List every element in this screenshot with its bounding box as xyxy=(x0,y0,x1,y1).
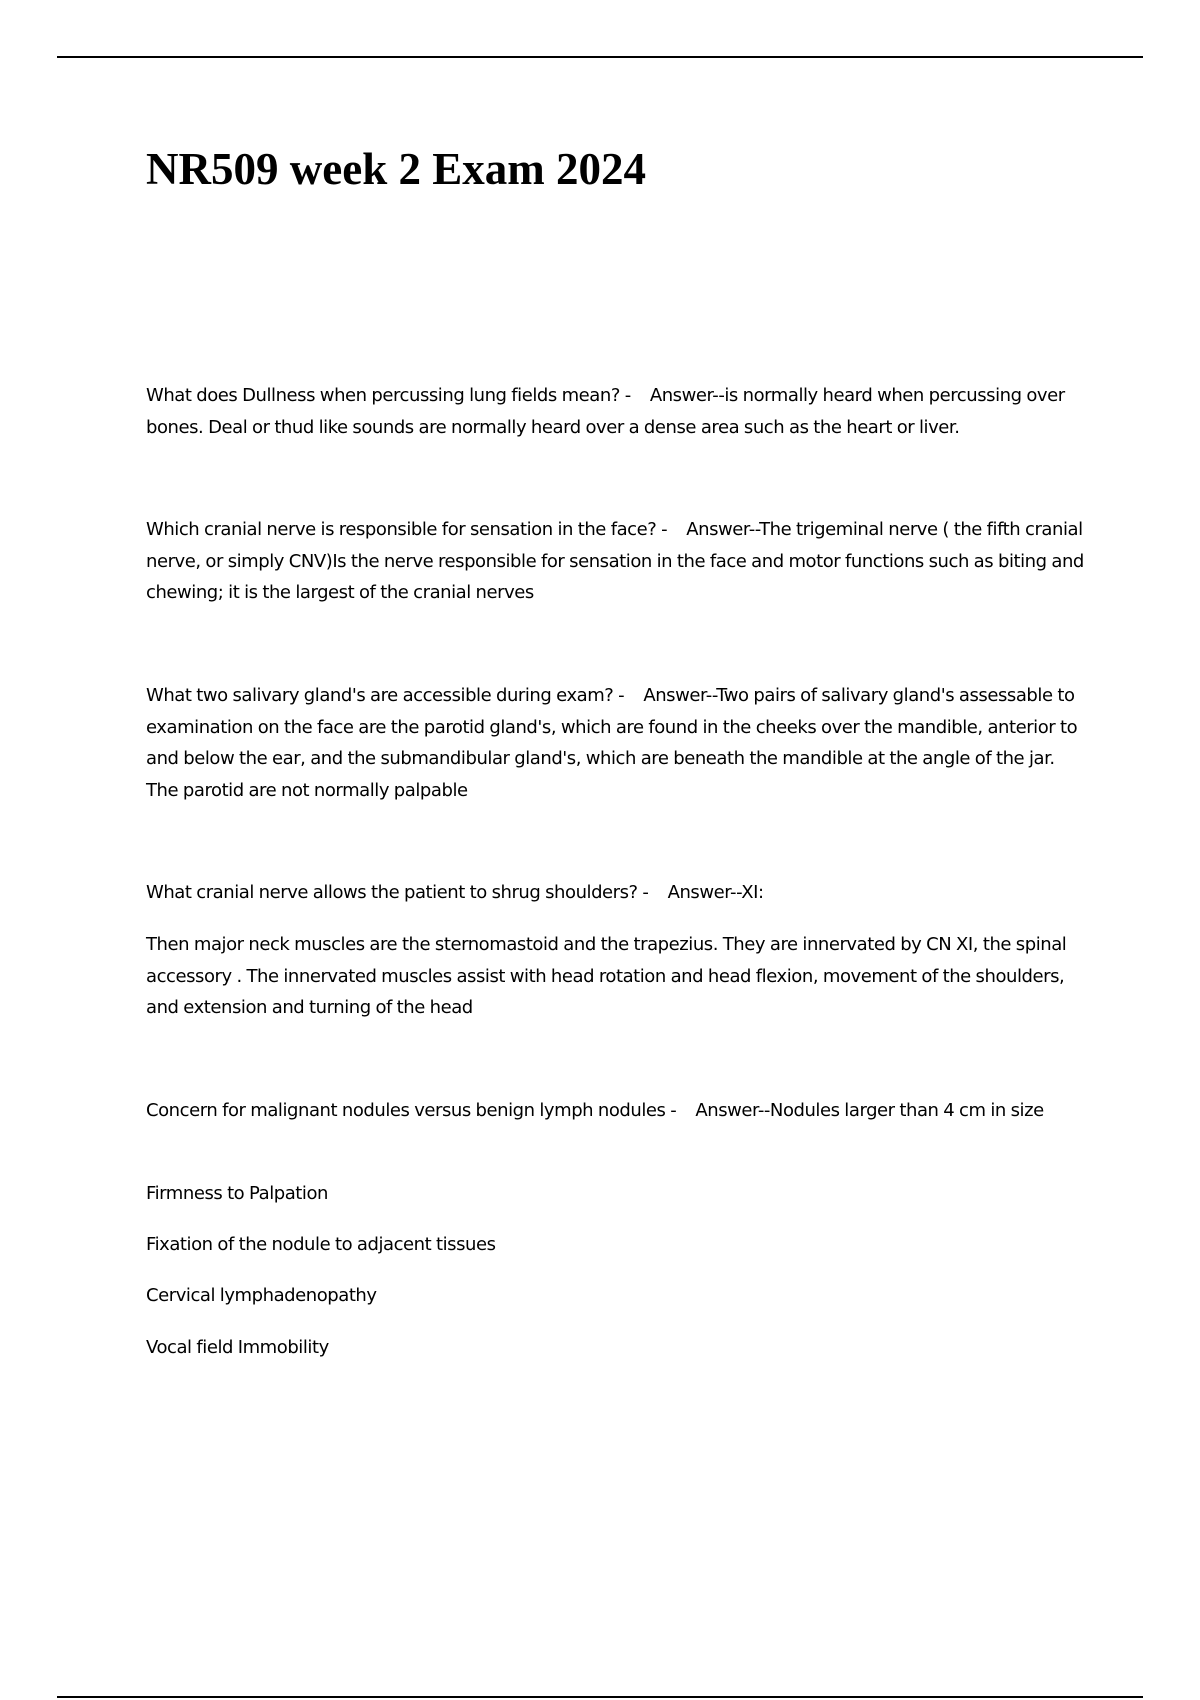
answer-text: Answer--Nodules larger than 4 cm in size xyxy=(695,1100,1044,1121)
answer-text: Answer--Two pairs of salivary gland's assessable to examination on the face are the parotid gland's, which are found in the cheeks over the mandible, anterior to and below the ear, and the submandibular gland's, which are beneath the mandible at the angle of the jar. The parotid are not normally palpable xyxy=(146,685,1078,801)
question-text: What two salivary gland's are accessible during exam? - xyxy=(146,685,625,706)
qa-item-5 xyxy=(146,1095,1086,1127)
list-item: Cervical lymphadenopathy xyxy=(146,1285,377,1306)
document-title: NR509 week 2 Exam 2024 xyxy=(146,144,646,194)
footer-rule xyxy=(57,1696,1143,1698)
qa-item-4-continuation: Then major neck muscles are the sternomastoid and the trapezius. They are innervated by CN XI, the spinal accessory . The innervated muscles assist with head rotation and head flexion, movement of the shoulders, and extension and turning of the head xyxy=(146,934,1067,1018)
list-item: Firmness to Palpation xyxy=(146,1183,328,1204)
qa-item-3 xyxy=(146,680,1086,806)
qa-item-2 xyxy=(146,514,1086,609)
qa-item-1 xyxy=(146,380,1086,443)
question-text: What cranial nerve allows the patient to shrug shoulders? - xyxy=(146,882,649,903)
answer-text: Answer--XI: xyxy=(667,882,764,903)
answer-text: Answer--The trigeminal nerve ( the fifth cranial nerve, or simply CNV)Is the nerve responsible for sensation in the face and motor functions such as biting and chewing; it is the largest of the cranial nerves xyxy=(146,519,1084,603)
answer-text: Answer--is normally heard when percussing over bones. Deal or thud like sounds are normally heard over a dense area such as the heart or liver. xyxy=(146,385,1065,438)
list-item: Vocal field Immobility xyxy=(146,1337,329,1358)
question-text: What does Dullness when percussing lung fields mean? - xyxy=(146,385,631,406)
qa-item-4 xyxy=(146,877,1086,909)
question-text: Concern for malignant nodules versus benign lymph nodules - xyxy=(146,1100,677,1121)
question-text: Which cranial nerve is responsible for sensation in the face? - xyxy=(146,519,668,540)
header-rule xyxy=(57,56,1143,58)
list-item: Fixation of the nodule to adjacent tissues xyxy=(146,1234,496,1255)
